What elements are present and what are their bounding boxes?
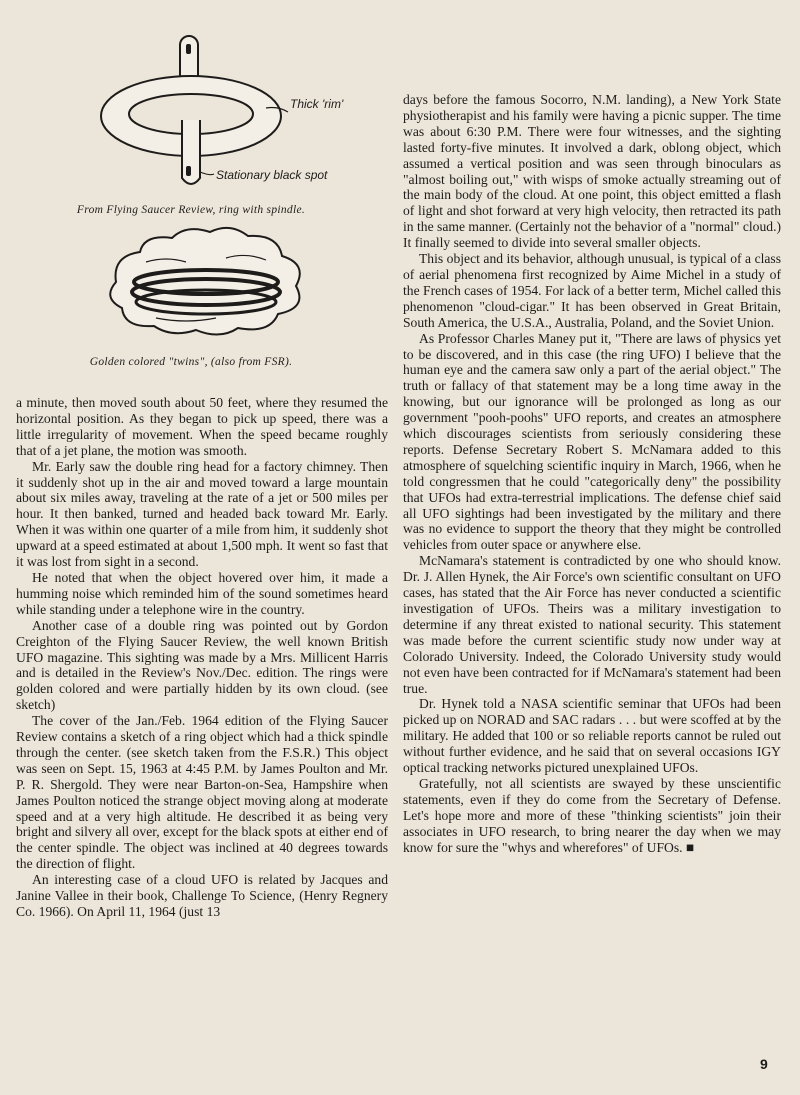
right-paragraph-6: Gratefully, not all scientists are swayed by these unscientific statements, even if they do come from the Secretary of Defense. Let's hope more and more of these "thinking scientists" join their associates in UFO research, to bring nearer the day when we may know for sure the "whys and wherefores" of UFOs. ■ [403,775,781,855]
left-paragraph-1: a minute, then moved south about 50 feet, where they resumed the horizontal position. As they began to pick up speed, there was a little irregularity of movement. When the speed became roughly that of a jet plane, the motion was smooth. [16,395,388,458]
golden-twins-sketch [16,222,388,344]
figure1-caption: From Flying Saucer Review, ring with spindle. [76,204,306,216]
right-paragraph-1: days before the famous Socorro, N.M. landing), a New York State physiotherapist and his family were having a picnic supper. The time was about 6:30 P.M. There were four witnesses, and the sighting lasted forty-five minutes. It involved a dark, oblong object, which assumed a vertical position and was seen through binoculars as "almost boiling out," with wisps of smoke actually streaming out of the main body of the cloud. At one point, this object emitted a flash of light and shot forward at very high velocity, then retracted its path in the same manner. (Certainly not the behavior of a "normal" cloud.) It finally seemed to divide into several smaller objects. [403,92,781,251]
right-paragraph-3: As Professor Charles Maney put it, "There are laws of physics yet to be discovered, and in this case (the ring UFO) I believe that the human eye and the camera saw only a part of the aerial object." The truth or fallacy of that statement may be a long time away in the knowing, but our ignorance will be prolonged as long as our government "pooh-poohs" UFO reports, and creates an atmosphere which discourages scientists from seriously considering these reports. Defense Secretary Robert S. McNamara added to this atmosphere of squelching scientific inquiry in March, 1966, when he told congressmen that he could "categorically deny" the possibility that UFOs had extra-terrestrial implications. The defense chief said all UFO sightings had been investigated by the military and there was no evidence to support the theory that they might be controlled vehicles from outer space or anywhere else. [403,330,781,553]
left-paragraph-6: An interesting case of a cloud UFO is related by Jacques and Janine Vallee in their book, Challenge To Science, (Henry Regnery Co. 1966). On April 11, 1964 (just 13 [16,872,388,919]
figure-golden-twins [16,222,388,382]
label-thick-rim: Thick 'rim' [290,97,344,111]
left-paragraph-5: The cover of the Jan./Feb. 1964 edition of the Flying Saucer Review contains a sketch of a ring object which had a thick spindle through the center. (see sketch taken from the F.S.R.) This object was seen on Sept. 15, 1963 at 4:45 P.M. by James Poulton and Mr. P. R. Shergold. They were near Barton-on-Sea, Hampshire when James Poulton noticed the strange object moving along at moderate speed and at a very high altitude. He described it as being very bright and silvery all over, except for the black spots at either end of the center spindle. The object was inclined at 40 degrees towards the direction of flight. [16,713,388,872]
right-paragraph-5: Dr. Hynek told a NASA scientific seminar that UFOs had been picked up on NORAD and SAC radars . . . but were scoffed at by the military. He added that 100 or so reliable reports cannot be ruled out without further evidence, and he said that on several occasions IGY optical tracking networks pictured unexplained UFOs. [403,696,781,776]
left-paragraph-3: He noted that when the object hovered over him, it made a humming noise which reminded him of the sound sometimes heard while standing under a telephone wire in the country. [16,569,388,617]
figure2-caption: Golden colored "twins", (also from FSR). [89,356,293,368]
right-paragraph-4: McNamara's statement is contradicted by one who should know. Dr. J. Allen Hynek, the Air Force's own scientific consultant on UFO cases, has stated that the Air Force has never conducted a scientific investigation of UFOs. Theirs was a military investigation to determine if any threat existed to national security. This statement was made before the current scientific study now under way at Colorado University. Indeed, the Colorado University study would not even have been contracted for if McNamara's statement had been true. [403,553,781,696]
left-column [16,395,388,920]
left-paragraph-2: Mr. Early saw the double ring head for a factory chimney. Then it suddenly shot up in the air and moved toward a large mountain about six miles away, traveling at the rate of a jet or 500 miles per hour. It then banked, turned and headed back toward Mr. Early. When it was within one quarter of a mile from him, it suddenly shot upward at a speed estimated at about 1,500 mph. It went so fast that it was lost from sight in a second. [16,458,388,570]
left-paragraph-4: Another case of a double ring was pointed out by Gordon Creighton of the Flying Saucer Review, the well known British UFO magazine. This sighting was made by a Mrs. Millicent Harris and is detailed in the Review's Nov./Dec. edition. The rings were golden colored and were partially hidden by its own cloud. (see sketch) [16,617,388,713]
figure-ring-with-spindle [16,28,388,218]
label-stationary-black-spot: Stationary black spot [216,168,328,182]
page-number: 9 [760,1056,768,1072]
right-paragraph-2: This object and its behavior, although unusual, is typical of a class of aerial phenomena first recognized by Aime Michel in a study of the French cases of 1954. For lack of a better term, Michel called this phenomenon "cloud-cigar." It has been observed in Great Britain, South America, the U.S.A., Australia, Poland, and the Soviet Union. [403,251,781,330]
right-column [403,92,781,856]
